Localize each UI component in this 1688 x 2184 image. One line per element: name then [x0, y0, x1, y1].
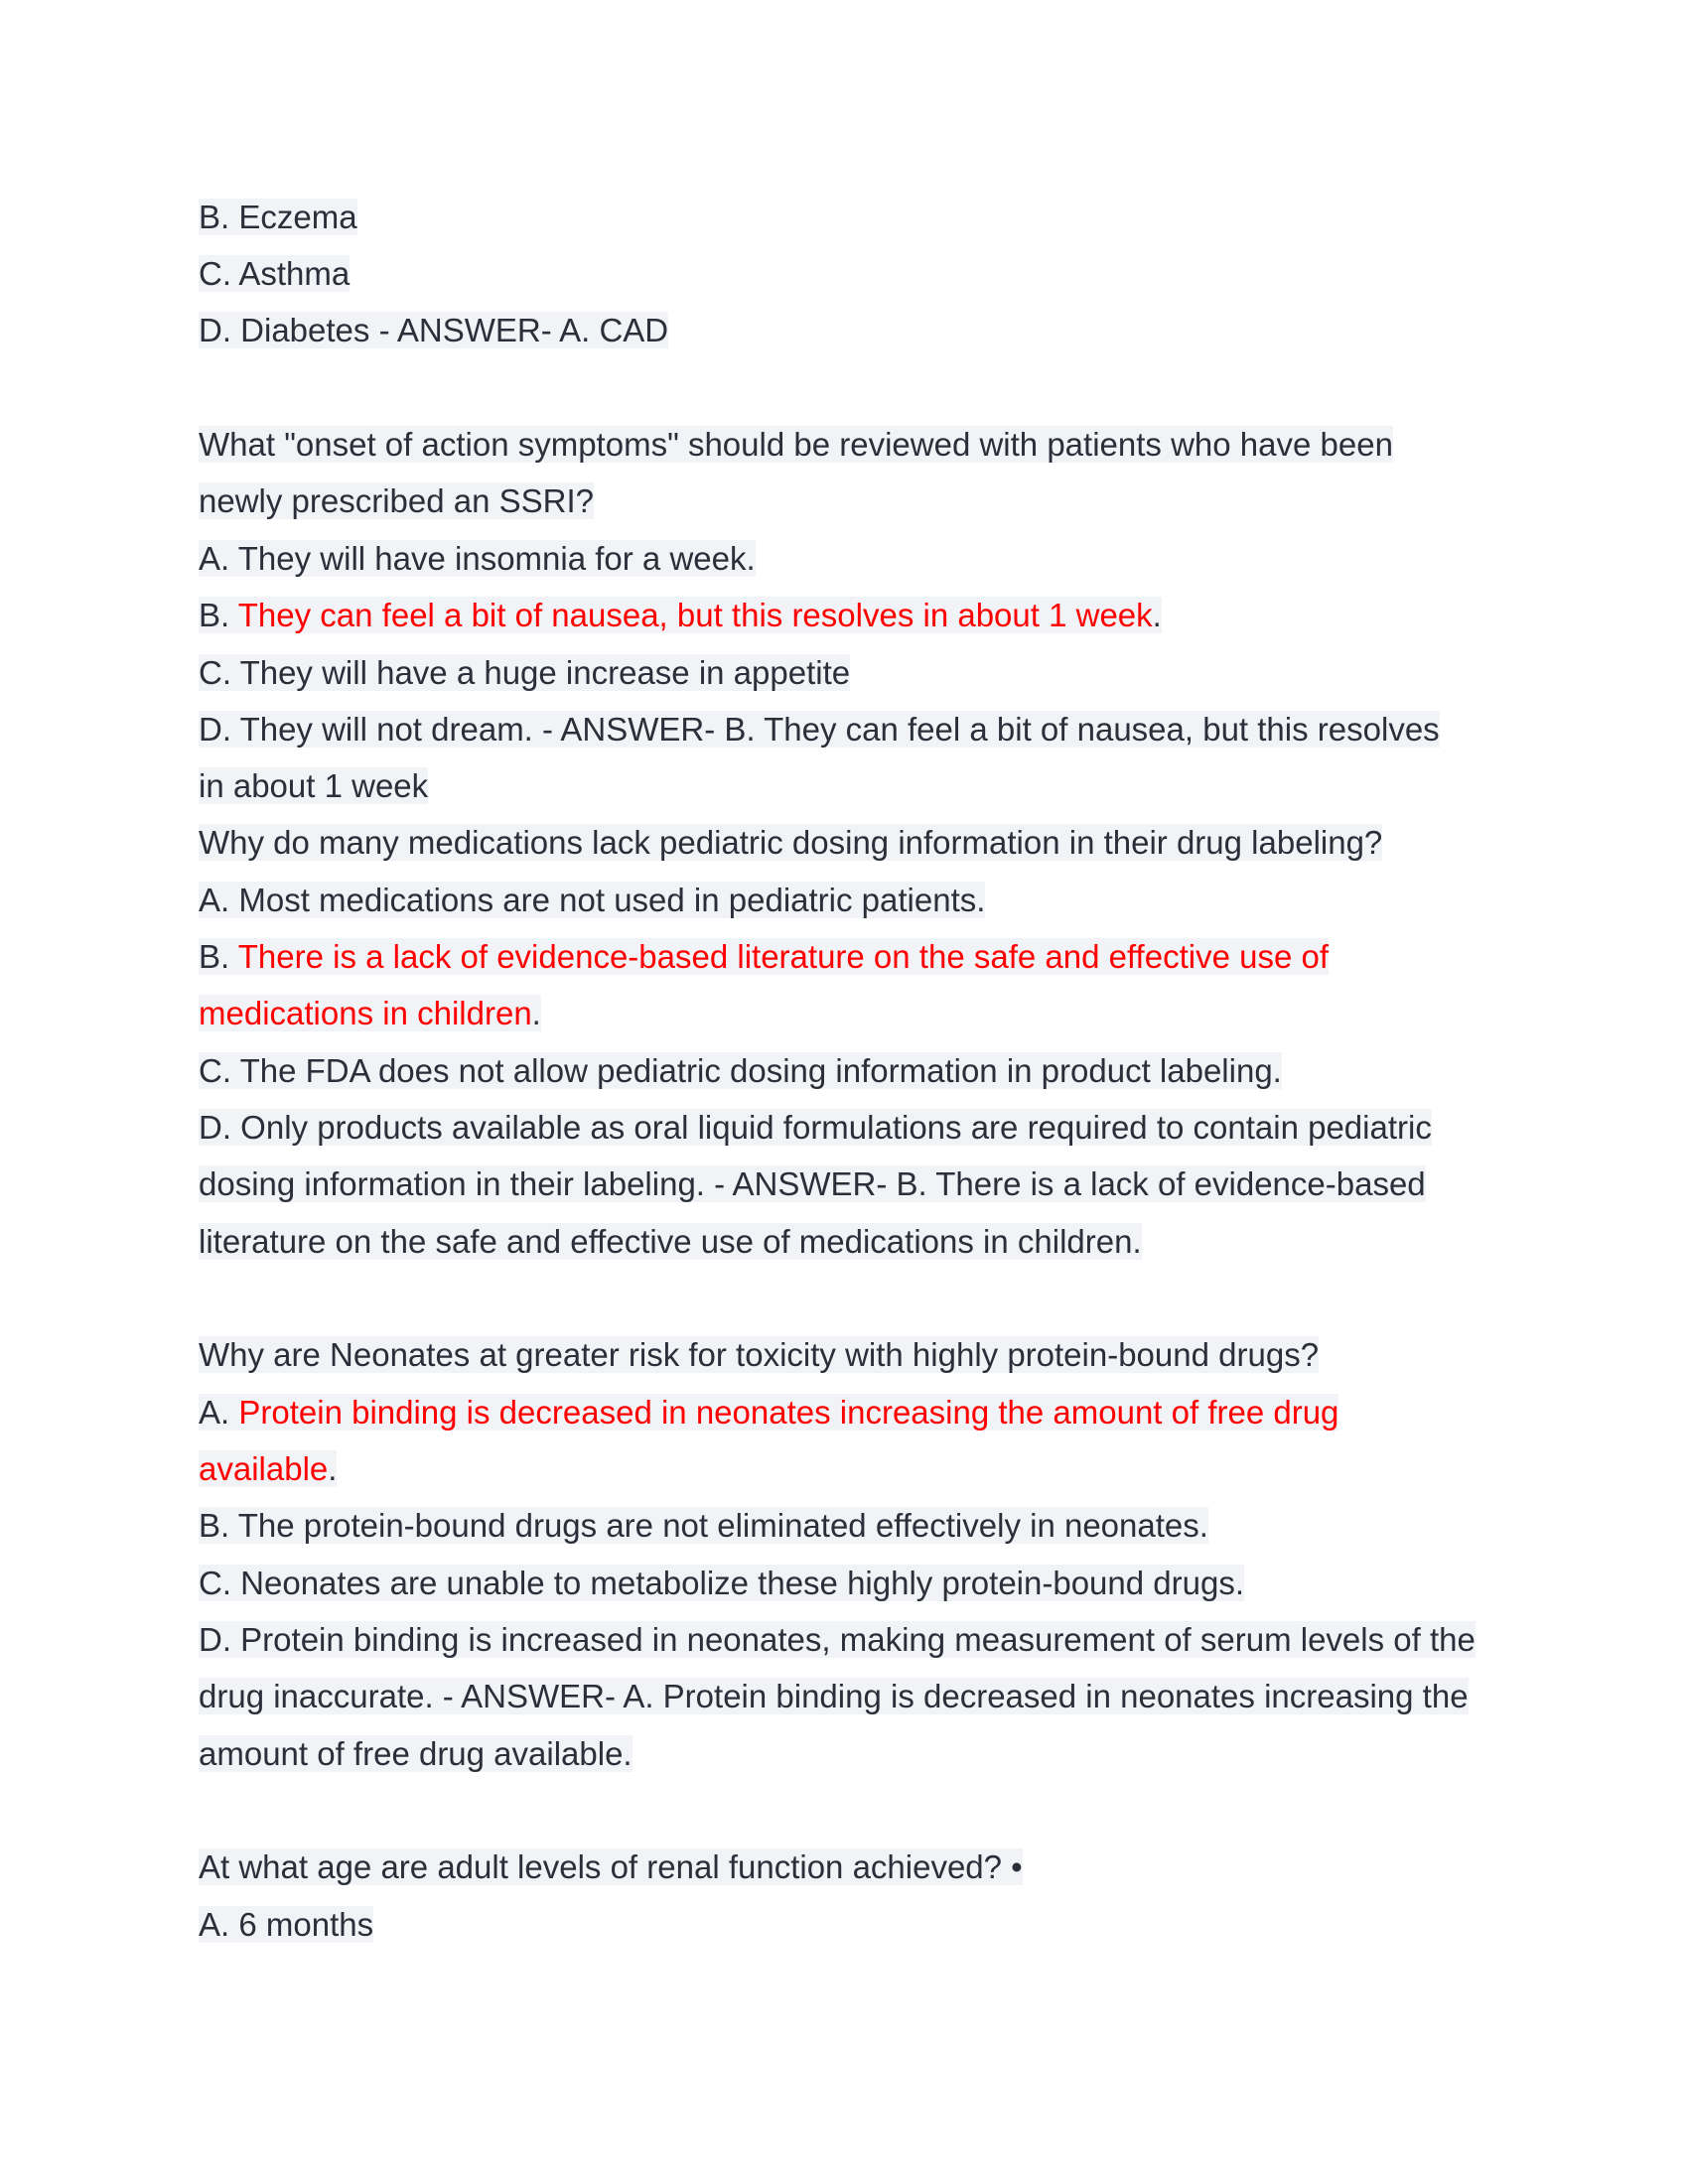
question-text: At what age are adult levels of renal function achieved? •	[199, 1848, 1023, 1885]
text-line: D. Diabetes - ANSWER- A. CAD	[199, 312, 669, 348]
correct-answer-text: Protein binding is decreased in neonates increasing the amount of free drug	[238, 1394, 1339, 1431]
option-text: D. Protein binding is increased in neonates, making measurement of serum levels of the	[199, 1621, 1476, 1658]
option-text: C. Neonates are unable to metabolize these highly protein-bound drugs.	[199, 1565, 1245, 1601]
option-text: A. Most medications are not used in pediatric patients.	[199, 882, 986, 918]
option-text: B. The protein-bound drugs are not eliminated effectively in neonates.	[199, 1507, 1208, 1544]
text-line: in about 1 week	[199, 767, 429, 804]
text-line: dosing information in their labeling. - ANSWER- B. There is a lack of evidence-based	[199, 1165, 1426, 1202]
correct-answer-text: medications in children	[199, 995, 532, 1031]
correct-answer-text: available	[199, 1450, 329, 1487]
text-line: B. Eczema	[199, 199, 357, 235]
correct-answer-text: They can feel a bit of nausea, but this resolves in about 1 week	[237, 597, 1153, 633]
option-text: C. The FDA does not allow pediatric dosing information in product labeling.	[199, 1052, 1282, 1089]
option-text: C. They will have a huge increase in appetite	[199, 654, 851, 691]
question-text: Why are Neonates at greater risk for toxicity with highly protein-bound drugs?	[199, 1336, 1320, 1373]
text-line: C. Asthma	[199, 255, 351, 292]
option-text: A. 6 months	[199, 1906, 374, 1943]
text-line: drug inaccurate. - ANSWER- A. Protein binding is decreased in neonates increasing the	[199, 1678, 1469, 1714]
correct-answer-text: There is a lack of evidence-based literature on the safe and effective use of	[237, 938, 1329, 975]
option-text-highlighted: B. There is a lack of evidence-based literature on the safe and effective use of	[199, 938, 1329, 975]
option-text: D. They will not dream. - ANSWER- B. They can feel a bit of nausea, but this resolves	[199, 711, 1440, 748]
option-text: A. They will have insomnia for a week.	[199, 540, 756, 577]
text-line: amount of free drug available.	[199, 1735, 633, 1772]
question-text: newly prescribed an SSRI?	[199, 482, 595, 519]
question-text: Why do many medications lack pediatric dosing information in their drug labeling?	[199, 824, 1383, 861]
option-text-highlighted: available.	[199, 1450, 338, 1487]
question-text: What "onset of action symptoms" should be reviewed with patients who have been	[199, 426, 1393, 463]
option-text-highlighted: medications in children.	[199, 995, 541, 1031]
option-text: D. Only products available as oral liquid formulations are required to contain pediatric	[199, 1109, 1432, 1146]
option-text-highlighted: B. They can feel a bit of nausea, but this resolves in about 1 week.	[199, 597, 1162, 633]
text-line: literature on the safe and effective use of medications in children.	[199, 1223, 1142, 1260]
option-text-highlighted: A. Protein binding is decreased in neonates increasing the amount of free drug	[199, 1394, 1339, 1431]
